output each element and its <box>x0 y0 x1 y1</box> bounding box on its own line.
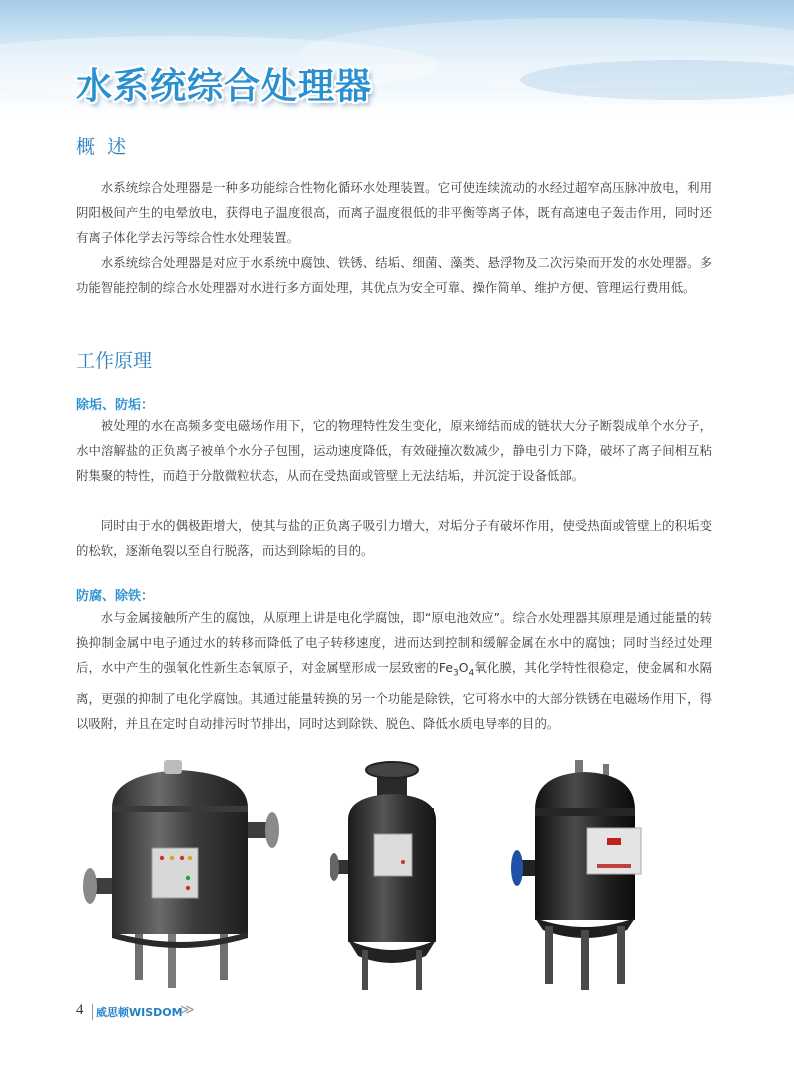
rust-text-after: 氧化膜，其化学特性很稳定，使金属和水隔离，更强的抑制了电化学腐蚀。其通过能量转换的另一个功能是除铁，它可将水中的大部分铁锈在电磁场作用下，得以吸附，并且在定时自动排污时节排出，同时达到除铁、脱色、降低水质电导率的目的。 <box>76 660 713 732</box>
formula-subscript: 4 <box>468 668 475 679</box>
product-photo-water-treater-2 <box>330 760 460 1000</box>
overview-paragraph-2: 水系统综合处理器是对应于水系统中腐蚀、铁锈、结垢、细菌、藻类、悬浮物及二次污染而开发的水处理器。多功能智能控制的综合水处理器对水进行多方面处理，其优点为安全可靠、操作简单、维护方便、管理运行费用低。 <box>76 255 712 295</box>
rust-subheading: 防腐、除铁： <box>76 589 155 604</box>
header-banner <box>0 0 794 114</box>
scale-subheading: 除垢、防垢： <box>76 398 155 413</box>
formula-subscript: 3 <box>453 668 459 679</box>
water-wave <box>520 60 794 100</box>
product-photo-water-treater-3 <box>505 760 665 1000</box>
principle-heading: 工作原理 <box>76 350 153 372</box>
scale-paragraph-1: 被处理的水在高频多变电磁场作用下，它的物理特性发生变化，原来缔结而成的链状大分子断裂成单个水分子，水中溶解盐的正负离子被单个水分子包围，运动速度降低，有效碰撞次数减少，静电引力下降，破坏了离子间相互粘附集聚的特性，而趋于分散微粒状态，从而在受热面或管壁上无法结垢，并沉淀于设备低部。 <box>76 418 712 483</box>
product-photos <box>0 760 794 1000</box>
rust-paragraph <box>76 605 712 736</box>
scale-paragraph-2: 同时由于水的偶极距增大，使其与盐的正负离子吸引力增大，对垢分子有破坏作用，使受热面或管壁上的积垢变的松软，逐渐龟裂以至自行脱落，而达到除垢的目的。 <box>76 518 712 558</box>
product-photo-water-treater-1 <box>80 760 290 1000</box>
page-number: 4 <box>76 1002 84 1018</box>
overview-paragraph-1: 水系统综合处理器是一种多功能综合性物化循环水处理装置。它可使连续流动的水经过超窄高压脉冲放电，利用阴阳极间产生的电晕放电，获得电子温度很高，而离子温度很低的非平衡等离子体，既有高速电子轰击作用，同时还有离子体化学去污等综合性水处理装置。 <box>76 180 712 245</box>
page-title: 水系统综合处理器 <box>76 66 373 107</box>
formula-element: O <box>458 660 469 675</box>
rust-text-before: 水与金属接触所产生的腐蚀，从原理上讲是电化学腐蚀，即“原电池效应”。综合水处理器其原理是通过能量的转换抑制金属中电子通过水的转移而降低了电子转移速度，进而达到控制和缓解金属在水中的腐蚀；同时当经过处理后，水中产生的强氧化性新生态氧原子，对金属壁形成一层致密的Fe <box>76 610 712 675</box>
chevron-right-icon: ≫ <box>180 1002 192 1018</box>
brand-logo: 威思顿WISDOM <box>92 1004 183 1020</box>
overview-heading: 概 述 <box>76 136 127 158</box>
